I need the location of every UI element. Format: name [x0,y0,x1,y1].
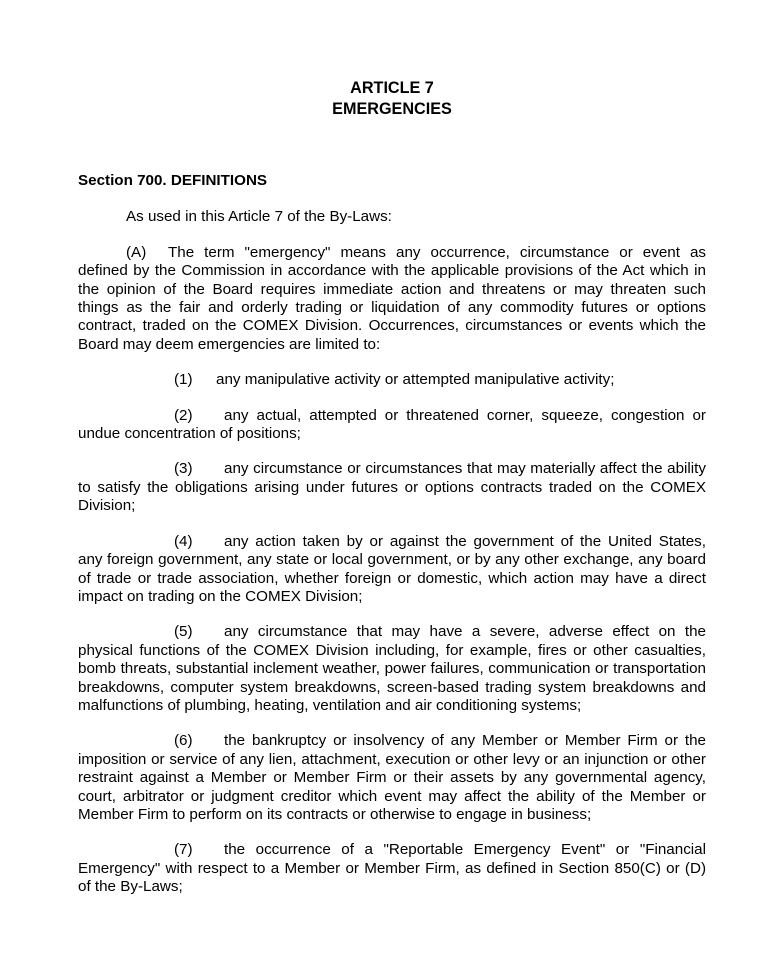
list-item-label: (7) [174,841,193,859]
list-item-5 [78,623,706,715]
paragraph-a [78,244,706,354]
list-item-6 [78,732,706,824]
list-item-2 [78,407,706,444]
list-item-text: the occurrence of a "Reportable Emergency Event" or "Financial Emergency" with respect to a Member or Member Firm, as defined in Section 850(C) or (D) of the By-Laws; [78,841,706,896]
list-item-label: (4) [174,532,193,550]
document-page [78,78,706,897]
article-title: ARTICLE 7 [350,79,434,97]
paragraph-a-label: (A) [126,243,147,261]
list-item-4 [78,533,706,607]
intro-text: As used in this Article 7 of the By-Laws: [126,208,392,226]
paragraph-a-text: The term "emergency" means any occurrence, circumstance or event as defined by the Commission in accordance with the applicable provisions of the Act which in the opinion of the Board requires immediate action and threatens or may threaten such things as the fair and orderly trading or liquidation of any commodity futures or options contract, traded on the COMEX Division. Occurrences, circumstances or events which the Board may deem emergencies are limited to: [78,243,706,353]
list-item-3 [78,460,706,515]
list-item-label: (3) [174,460,193,478]
list-item-text: any circumstance or circumstances that may materially affect the ability to satisfy the obligations arising under futures or options contracts traded on the COMEX Division; [78,460,706,515]
list-item-label: (2) [174,406,193,424]
section-title: Section 700. DEFINITIONS [78,172,268,189]
list-item-1 [78,371,706,389]
list-item-label: (1) [174,371,193,389]
list-item-7 [78,841,706,896]
list-item-label: (5) [174,623,193,641]
article-subtitle: EMERGENCIES [332,100,452,118]
list-item-label: (6) [174,732,193,750]
list-item-text: any actual, attempted or threatened corner, squeeze, congestion or undue concentration of positions; [78,406,706,443]
list-item-text: any action taken by or against the government of the United States, any foreign government, any state or local government, or by any other exchange, any board of trade or trade association, whether foreign or domestic, which action may have a direct impact on trading on the COMEX Division; [78,532,706,605]
list-item-text: the bankruptcy or insolvency of any Member or Member Firm or the imposition or service of any lien, attachment, execution or other levy or an injunction or other restraint against a Member or Member Firm or their assets by any governmental agency, court, arbitrator or judgment creditor which event may affect the ability of the Member or Member Firm to perform on its contracts or otherwise to engage in business; [78,732,706,823]
list-item-text: any manipulative activity or attempted manipulative activity; [216,371,615,389]
list-item-text: any circumstance that may have a severe, adverse effect on the physical functions of the COMEX Division including, for example, fires or other casualties, bomb threats, substantial inclement weather, power failures, communication or transportation breakdowns, computer system breakdowns, screen-based trading system breakdowns and malfunctions of plumbing, heating, ventilation and air conditioning systems; [78,623,706,714]
